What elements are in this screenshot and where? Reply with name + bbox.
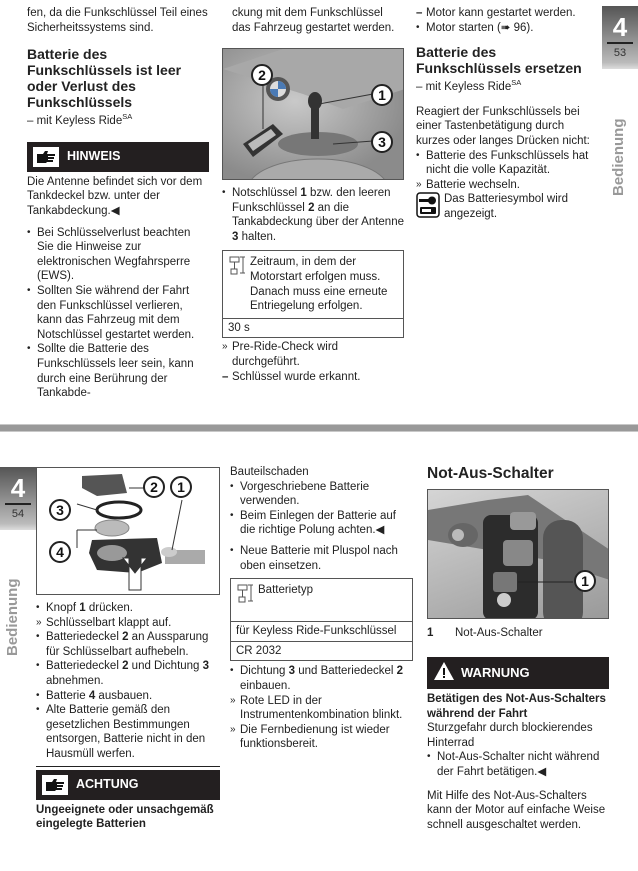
callout-3: 3 <box>371 131 393 153</box>
list-item: • Knopf 1 drücken. <box>36 601 220 616</box>
section-label: Bedienung <box>4 578 21 656</box>
warning-box <box>427 657 609 689</box>
list-item: – Motor kann gestartet werden. <box>416 6 594 21</box>
page54-column-2 <box>230 465 413 752</box>
caution-label: ACHTUNG <box>76 777 139 792</box>
list-item: • Vorgeschriebene Batterie verwenden. <box>230 480 413 509</box>
list-item: • Bei Schlüsselverlust beachten Sie die Hinweise zur elektronischen Wegfahrsperre (EWS). <box>27 226 209 284</box>
indicator-note <box>416 192 594 223</box>
spec-row-label <box>223 251 403 317</box>
key-battery-figure <box>36 467 220 595</box>
chapter-number: 4 <box>10 473 26 503</box>
page54-column-3 <box>427 465 609 483</box>
page53-column-3 <box>416 6 594 223</box>
notice-box <box>27 142 209 172</box>
page54-warning <box>427 657 609 832</box>
list-item: • Batteriedeckel 2 an Aussparung für Schlüsselbart aufhebeln. <box>36 630 220 659</box>
spec-table <box>222 250 404 338</box>
section-subheading: – mit Keyless Ride$^{SA}$ <box>416 78 522 94</box>
list-item: • Not-Aus-Schalter nicht während der Fahrt betätigen.◀ <box>427 750 609 779</box>
instruction-list <box>36 601 220 762</box>
page53-column-2 <box>222 6 404 35</box>
list-item: » Die Fernbedienung ist wieder funktionsbereit. <box>230 723 413 752</box>
tank-cover-illustration <box>223 49 404 180</box>
list-item: • Notschlüssel 1 bzw. den leeren Funkschlüssel 2 an die Tankabdeckung über der Antenne 3 halten. <box>222 186 404 244</box>
chapter-number: 4 <box>612 12 628 42</box>
section-heading: Batterie des Funkschlüssels ist leer oder Verlust des Funkschlüssels <box>27 46 182 111</box>
callout-2: 2 <box>143 476 165 498</box>
spec-table <box>230 578 413 661</box>
list-item: • Sollte die Batterie des Funkschlüssels leer sein, kann durch eine Berührung der Tankabde- <box>27 342 209 400</box>
page53-column-2-steps <box>222 186 404 384</box>
indicator-text: Das Batteriesymbol wird angezeigt. <box>444 193 568 220</box>
legend-text: Not-Aus-Schalter <box>455 627 543 639</box>
notice-label: HINWEIS <box>67 149 121 164</box>
list-item: • Alte Batterie gemäß den gesetzlichen Bestimmungen entsorgen, Batterie nicht in den Hausmüll werfen. <box>36 703 220 761</box>
callout-1: 1 <box>170 476 192 498</box>
page53-column-1 <box>27 6 209 401</box>
warning-list <box>427 750 609 779</box>
spec-label: Zeitraum, in dem der Motorstart erfolgen muss. Danach muss eine erneute Entriegelung erfolgen. <box>250 256 388 313</box>
legend-number: 1 <box>427 627 434 639</box>
list-item: • Dichtung 3 und Batteriedeckel 2 einbauen. <box>230 664 413 693</box>
divider <box>36 766 220 767</box>
paragraph: Mit Hilfe des Not-Aus-Schalters kann der Motor auf einfache Weise schnell ausgeschaltet werden. <box>427 789 606 831</box>
page-number: 54 <box>5 503 31 530</box>
result-list <box>416 6 594 35</box>
caution-heading: Ungeeignete oder unsachgemäß eingelegte Batterien <box>36 803 214 831</box>
warning-label: WARNUNG <box>461 664 530 680</box>
spec-row-label <box>231 579 412 621</box>
callout-2: 2 <box>251 64 273 86</box>
list-item: » Pre-Ride-Check wird durchgeführt. <box>222 340 404 369</box>
callout-4: 4 <box>49 541 71 563</box>
page54-column-3-body <box>427 626 609 641</box>
section-heading: Not-Aus-Schalter <box>427 465 554 482</box>
manual-page-54 <box>0 431 638 871</box>
chapter-tab <box>602 6 638 69</box>
list-item: – Schlüssel wurde erkannt. <box>222 370 404 385</box>
paragraph: Reagiert der Funkschlüssels bei einer Tastenbetätigung durch kurzes oder langes Drücken nicht: <box>416 105 590 147</box>
caution-list <box>230 480 413 538</box>
list-item: » Rote LED in der Instrumentenkombination blinkt. <box>230 694 413 723</box>
continued-text: fen, da die Funkschlüssel Teil eines Sicherheitssystems sind. <box>27 7 208 34</box>
instruction-list <box>222 186 404 244</box>
list-item: • Batterie 4 ausbauen. <box>36 689 220 704</box>
list-item: » Schlüsselbart klappt auf. <box>36 616 220 631</box>
instruction-list <box>230 664 413 752</box>
warning-heading: Betätigen des Not-Aus-Schalters während der Fahrt <box>427 693 606 720</box>
pointing-hand-icon <box>42 775 68 795</box>
callout-3: 3 <box>49 499 71 521</box>
caution-box <box>36 770 220 800</box>
instruction-list <box>230 544 413 573</box>
continued-text: ckung mit dem Funkschlüssel das Fahrzeug gestartet werden. <box>232 7 395 34</box>
pointing-hand-icon <box>33 147 59 167</box>
section-subheading: – mit Keyless Ride$^{SA}$ <box>27 112 133 128</box>
page-number: 53 <box>607 42 633 69</box>
manual-page-53 <box>0 0 638 425</box>
tank-antenna-figure <box>222 48 404 180</box>
handlebar-switch-illustration <box>428 490 609 619</box>
measurement-icon <box>228 255 246 313</box>
list-item: » Batterie wechseln. <box>416 178 594 193</box>
measurement-icon <box>236 583 254 619</box>
warning-triangle-icon <box>433 661 455 685</box>
figure-legend <box>427 626 609 641</box>
spec-value: CR 2032 <box>231 641 412 661</box>
section-heading: Batterie des Funkschlüssels ersetzen <box>416 44 582 77</box>
list-item: • Motor starten (➠ 96). <box>416 21 594 36</box>
spec-value: 30 s <box>223 318 403 338</box>
list-item: • Batteriedeckel 2 und Dichtung 3 abnehmen. <box>36 659 220 688</box>
callout-1: 1 <box>371 84 393 106</box>
chapter-tab <box>0 467 36 530</box>
key-exploded-illustration <box>37 468 220 595</box>
result-list <box>222 340 404 384</box>
instruction-list <box>27 226 209 401</box>
section-label: Bedienung <box>610 118 627 196</box>
key-battery-icon <box>416 192 440 223</box>
list-item: • Sollten Sie während der Fahrt den Funkschlüssel verlieren, kann das Fahrzeug mit dem Notschlüssel gestartet werden. <box>27 284 209 342</box>
instruction-list <box>416 149 594 193</box>
kill-switch-figure <box>427 489 609 619</box>
warning-text: Sturzgefahr durch blockierendes Hinterrad <box>427 722 593 749</box>
spec-label: Batterietyp <box>258 584 313 597</box>
caution-text: Bauteilschaden <box>230 466 309 478</box>
page54-column-1 <box>36 601 220 832</box>
spec-condition: für Keyless Ride-Funkschlüssel <box>231 621 412 641</box>
list-item: • Neue Batterie mit Pluspol nach oben einsetzen. <box>230 544 413 573</box>
list-item: • Beim Einlegen der Batterie auf die richtige Polung achten.◀ <box>230 509 413 538</box>
callout-1: 1 <box>574 570 596 592</box>
notice-text: Die Antenne befindet sich vor dem Tankdeckel bzw. unter der Tankabdeckung.◀ <box>27 175 203 217</box>
list-item: • Batterie des Funkschlüssels hat nicht die volle Kapazität. <box>416 149 594 178</box>
